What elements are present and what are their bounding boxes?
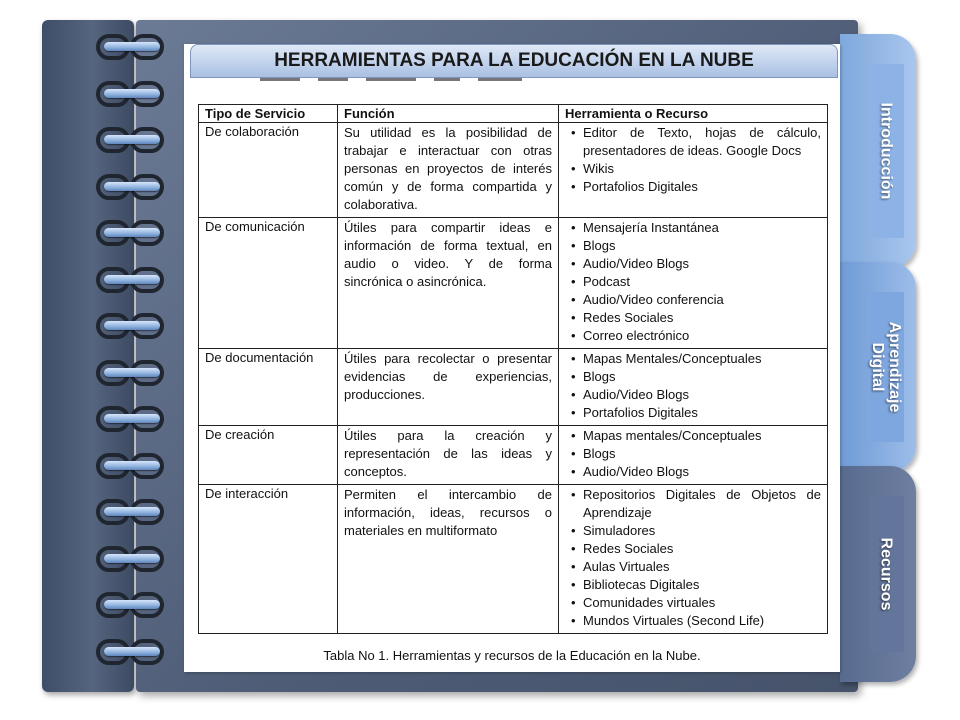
tools-cell xyxy=(559,485,828,634)
list-item: • Repositorios Digitales de Objetos de Aprendizaje xyxy=(583,486,821,522)
binding-ring-icon xyxy=(96,360,168,388)
function-cell: Su utilidad es la posibilidad de trabajar e interactuar con otras personas en proyectos de interés común y de forma compartida y colaborativa. xyxy=(338,123,559,218)
tools-table xyxy=(198,104,828,634)
table-row xyxy=(199,123,828,218)
list-item: • Bibliotecas Digitales xyxy=(583,576,821,594)
tools-cell xyxy=(559,426,828,485)
list-item: • Portafolios Digitales xyxy=(583,178,821,196)
tools-cell xyxy=(559,123,828,218)
binding-ring-icon xyxy=(96,546,168,574)
binding-ring-icon xyxy=(96,81,168,109)
binding-ring-icon xyxy=(96,453,168,481)
service-cell: De creación xyxy=(199,426,338,485)
page-title: HERRAMIENTAS PARA LA EDUCACIÓN EN LA NUBE xyxy=(190,44,838,78)
clipped-text-remnant xyxy=(194,78,834,84)
table-caption: Tabla No 1. Herramientas y recursos de la Educación en la Nube. xyxy=(323,648,701,663)
list-item: • Mensajería Instantánea xyxy=(583,219,821,237)
service-cell: De colaboración xyxy=(199,123,338,218)
list-item: • Portafolios Digitales xyxy=(583,404,821,422)
service-cell: De comunicación xyxy=(199,218,338,349)
tab-recursos-label: Recursos xyxy=(877,537,895,611)
table-header-row xyxy=(199,105,828,123)
tab-introduccion-label: Introducción xyxy=(877,102,895,200)
binding-ring-icon xyxy=(96,592,168,620)
tab-recursos[interactable] xyxy=(840,466,916,682)
list-item: • Aulas Virtuales xyxy=(583,558,821,576)
list-item: • Blogs xyxy=(583,237,821,255)
binding-ring-icon xyxy=(96,639,168,667)
binding-ring-icon xyxy=(96,267,168,295)
list-item: • Simuladores xyxy=(583,522,821,540)
function-cell: Útiles para la creación y representación de las ideas y conceptos. xyxy=(338,426,559,485)
binding-ring-icon xyxy=(96,499,168,527)
list-item: • Mapas mentales/Conceptuales xyxy=(583,427,821,445)
header-tipo-servicio: Tipo de Servicio xyxy=(199,105,338,123)
binding-ring-icon xyxy=(96,313,168,341)
list-item: • Mundos Virtuales (Second Life) xyxy=(583,612,821,630)
function-cell: Útiles para recolectar o presentar evidencias de experiencias, producciones. xyxy=(338,349,559,426)
binding-ring-icon xyxy=(96,174,168,202)
binding-ring-icon xyxy=(96,34,168,62)
list-item: • Audio/Video Blogs xyxy=(583,386,821,404)
list-item: • Redes Sociales xyxy=(583,309,821,327)
table-row xyxy=(199,485,828,634)
tab-aprendizaje-digital-label: Aprendizaje Digital xyxy=(869,321,903,413)
list-item: • Audio/Video Blogs xyxy=(583,463,821,481)
list-item: • Correo electrónico xyxy=(583,327,821,345)
binding-ring-icon xyxy=(96,406,168,434)
list-item: • Podcast xyxy=(583,273,821,291)
spiral-binding xyxy=(96,34,176,684)
list-item: • Blogs xyxy=(583,445,821,463)
table-row xyxy=(199,218,828,349)
list-item: • Blogs xyxy=(583,368,821,386)
list-item: • Audio/Video conferencia xyxy=(583,291,821,309)
list-item: • Comunidades virtuales xyxy=(583,594,821,612)
list-item: • Wikis xyxy=(583,160,821,178)
function-cell: Útiles para compartir ideas e información de forma textual, en audio o video. Y de forma sincrónica o asincrónica. xyxy=(338,218,559,349)
header-herramienta: Herramienta o Recurso xyxy=(559,105,828,123)
list-item: • Editor de Texto, hojas de cálculo, presentadores de ideas. Google Docs xyxy=(583,124,821,160)
header-funcion: Función xyxy=(338,105,559,123)
function-cell: Permiten el intercambio de información, ideas, recursos o materiales en multiformato xyxy=(338,485,559,634)
list-item: • Audio/Video Blogs xyxy=(583,255,821,273)
service-cell: De interacción xyxy=(199,485,338,634)
tools-cell xyxy=(559,218,828,349)
binding-ring-icon xyxy=(96,127,168,155)
binding-ring-icon xyxy=(96,220,168,248)
list-item: • Redes Sociales xyxy=(583,540,821,558)
table-row xyxy=(199,349,828,426)
tools-cell xyxy=(559,349,828,426)
tab-introduccion[interactable] xyxy=(840,34,916,268)
table-row xyxy=(199,426,828,485)
service-cell: De documentación xyxy=(199,349,338,426)
list-item: • Mapas Mentales/Conceptuales xyxy=(583,350,821,368)
tab-aprendizaje-digital[interactable] xyxy=(840,262,916,472)
